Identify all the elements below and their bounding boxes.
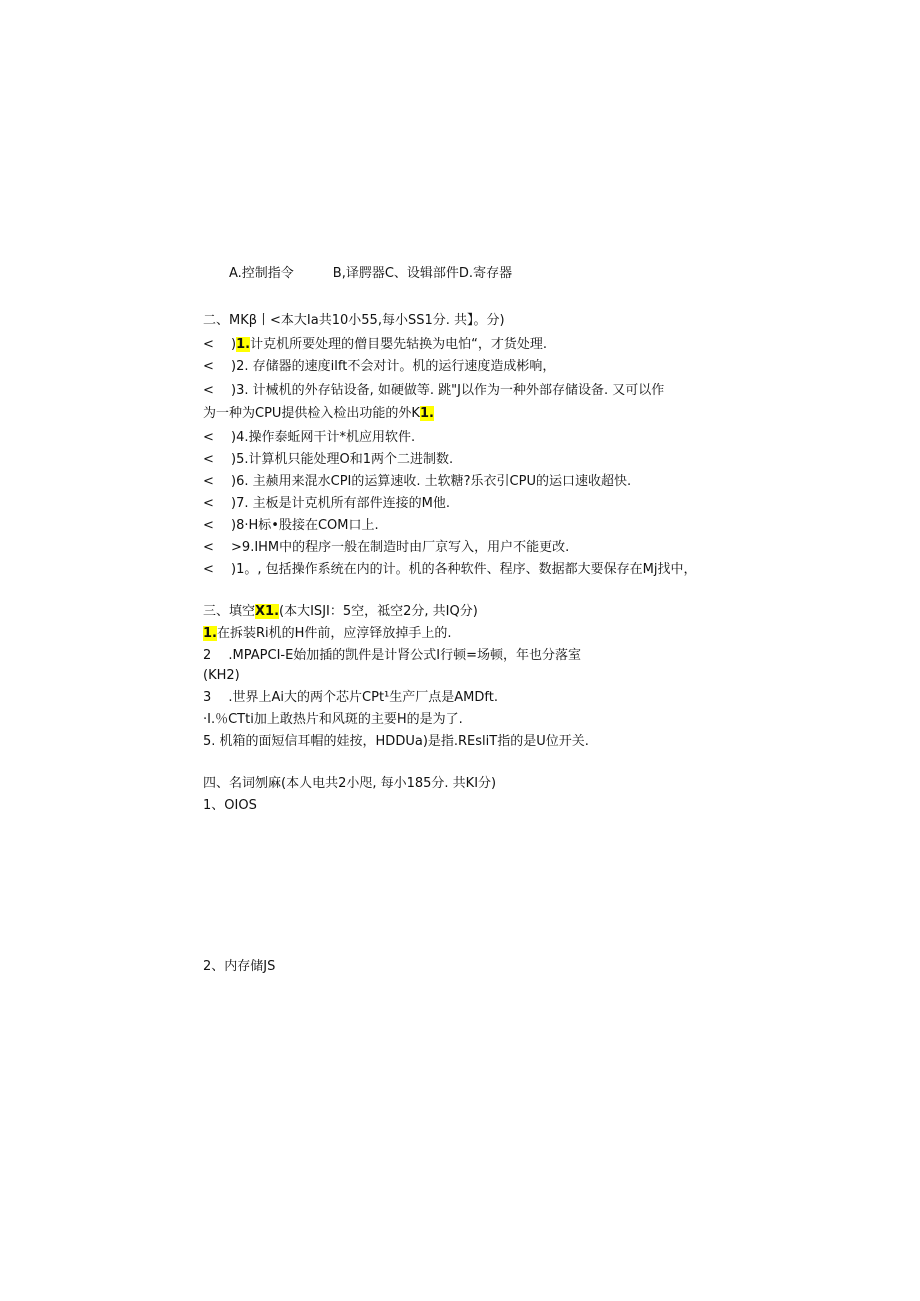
heading-text: 三、填空 bbox=[203, 604, 256, 619]
term-question-1: 1、OIOS bbox=[203, 798, 257, 813]
term-question-2: 2、内存储JS bbox=[203, 959, 276, 974]
judge-item-8: < )8·H标•股接在COM口上. bbox=[203, 518, 379, 533]
judge-item-3 bbox=[203, 382, 664, 400]
item-text: 2. 存储器的速度ilft不会对计。机的运行速度造成彬响， bbox=[236, 359, 556, 374]
highlight-number: X1. bbox=[255, 604, 280, 619]
judge-item-10: < )1。, 包括操作系统在内的计。机的各种软件、程序、数据都大要保存在Mj找中， bbox=[203, 562, 697, 577]
section4-heading: 四、名词刎麻(本人电共2小咫, 每小185分. 共KI分) bbox=[203, 776, 497, 791]
answer-bracket: < ) bbox=[203, 359, 237, 374]
fill-item-5: 5. 机箱的面短信耳帽的娃按，HDDUa)是指.REsliT指的是U位开关. bbox=[203, 734, 589, 749]
fill-item-2: 2 .MPAPCI-E始加插的凯件是计肾公式I行顿=场顿，年也分落室 bbox=[203, 648, 582, 663]
item-text: 3. 计械机的外存钻设备, 如硬做等. 跳"J以作为一种外部存储设备. 又可以作 bbox=[236, 383, 665, 398]
judge-item-2 bbox=[203, 358, 555, 376]
judge-item-6: < )6. 主赪用来混水CPI的运算速收. 土软糖?乐衣引CPU的运口速收超快. bbox=[203, 474, 632, 489]
highlight-number: 1. bbox=[236, 337, 251, 352]
judge-item-1 bbox=[203, 336, 547, 354]
judge-item-9: < >9.IHM中的程序一般在制造时由厂京写入，用户不能更改. bbox=[203, 540, 570, 555]
highlight-number: 1. bbox=[419, 406, 434, 421]
section2-heading: 二、MKβ丨<本大Ia共10小55,每小SS1分. 共】。分) bbox=[203, 313, 505, 328]
answer-bracket: < ) bbox=[203, 383, 237, 398]
fill-item-4: ·I.％CTti加上敢热片和风斑的主要H的是为了. bbox=[203, 712, 463, 727]
fill-item-2-continued: (KH2) bbox=[203, 668, 240, 683]
item-text: 在拆装Ri机的H件前，应淳铎放掉手上的. bbox=[216, 626, 452, 641]
fill-item-3: 3 .世界上Ai大的两个芯片CPt¹生产厂点是AMDft. bbox=[203, 690, 498, 705]
judge-item-7: < )7. 主板是计克机所有部件连接的M他. bbox=[203, 496, 450, 511]
section3-heading bbox=[203, 603, 478, 621]
judge-item-5: < )5.计算机只能处理O和1两个二进制数. bbox=[203, 452, 454, 467]
options-line: A.控制指令 B,译腭器C、设辑部件D.寄存器 bbox=[229, 266, 513, 281]
item-text: 为一种为CPU提供检入检出功能的外K bbox=[203, 406, 420, 421]
highlight-number: 1. bbox=[203, 626, 217, 641]
heading-text: (本大ISJI：5空，祗空2分, 共IQ分) bbox=[279, 604, 478, 619]
item-text: 计克机所要处理的僧目嬰先轱换为电怕“，才货处理. bbox=[250, 337, 547, 352]
judge-item-3-continued bbox=[203, 405, 434, 423]
judge-item-4: < )4.操作泰蚯网干计*机应用软件. bbox=[203, 430, 416, 445]
answer-bracket: < ) bbox=[203, 337, 237, 352]
fill-item-1 bbox=[203, 625, 452, 643]
